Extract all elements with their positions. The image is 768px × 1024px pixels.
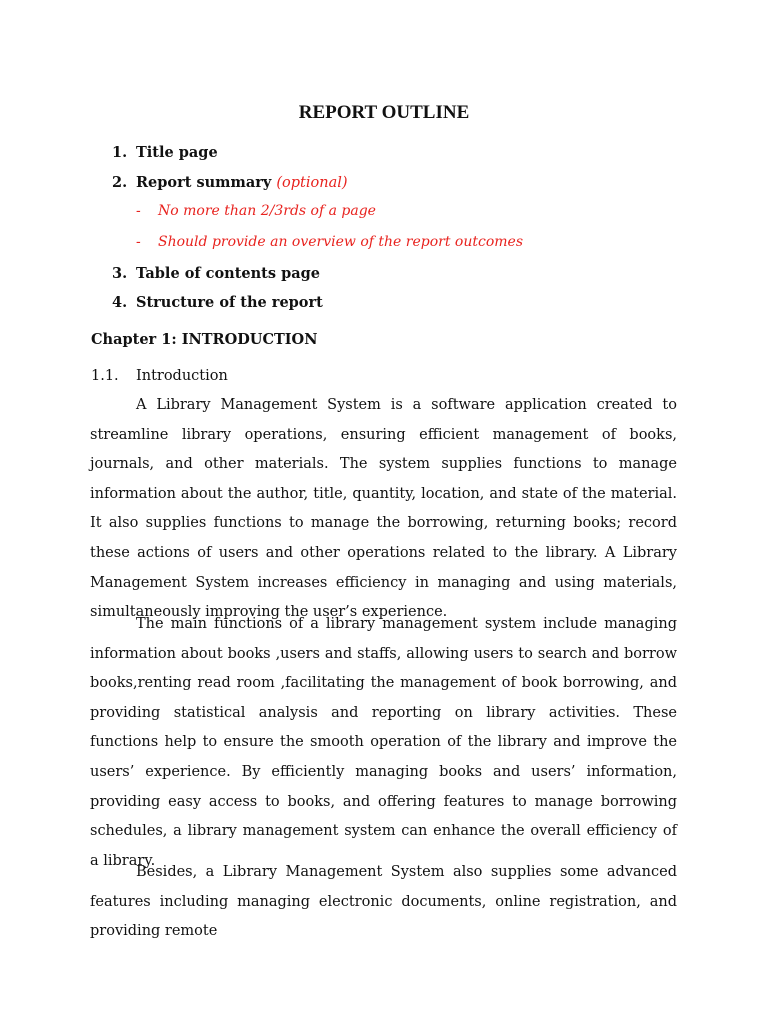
- outline-label: Table of contents page: [136, 265, 320, 282]
- outline-label: Structure of the report: [136, 294, 323, 311]
- outline-number: 3.: [112, 265, 128, 282]
- outline-number: 1.: [112, 144, 128, 161]
- body-paragraph: A Library Management System is a software application created to streamline library operations, ensuring efficient management of books, journals, and other materials. The system supplies functions to manage information about the author, title, quantity, location, and state of the material. It also supplies functions to manage the borrowing, returning books; record these actions of users and other operations related to the library. A Library Management System increases efficiency in managing and using materials, simultaneously improving the user’s experience.: [90, 397, 677, 621]
- section-label: Introduction: [136, 368, 228, 384]
- outline-number: 2.: [112, 174, 128, 191]
- summary-point: [136, 234, 523, 250]
- outline-label: Title page: [136, 144, 218, 161]
- summary-point: [136, 203, 376, 219]
- dash-bullet: -: [136, 234, 141, 250]
- outline-item-structure: [112, 294, 323, 311]
- outline-label: Report summary: [136, 174, 272, 191]
- summary-point-text: No more than 2/3rds of a page: [158, 203, 376, 219]
- dash-bullet: -: [136, 203, 141, 219]
- outline-item-table-of-contents: [112, 265, 320, 282]
- outline-number: 4.: [112, 294, 128, 311]
- section-number: 1.1.: [91, 368, 119, 384]
- outline-item-report-summary: [112, 174, 348, 191]
- outline-item-title-page: [112, 144, 218, 161]
- summary-point-text: Should provide an overview of the report outcomes: [158, 234, 524, 250]
- body-paragraph: The main functions of a library management system include managing information about books ,users and staffs, allowing users to search and borrow books,renting read room ,facilitating the management of book borrowing, and providing statistical analysis and reporting on library activities. These functions help to ensure the smooth operation of the library and improve the users’ experience. By efficiently managing books and users’ information, providing easy access to books, and offering features to manage borrowing schedules, a library management system can enhance the overall efficiency of a library.: [90, 616, 677, 869]
- section-heading: [91, 368, 228, 384]
- optional-note: (optional): [276, 175, 348, 191]
- body-paragraph: Besides, a Library Management System also supplies some advanced features including managing electronic documents, online registration, and providing remote: [90, 864, 677, 940]
- report-title: REPORT OUTLINE: [298, 102, 470, 123]
- chapter-heading: Chapter 1: INTRODUCTION: [91, 331, 318, 348]
